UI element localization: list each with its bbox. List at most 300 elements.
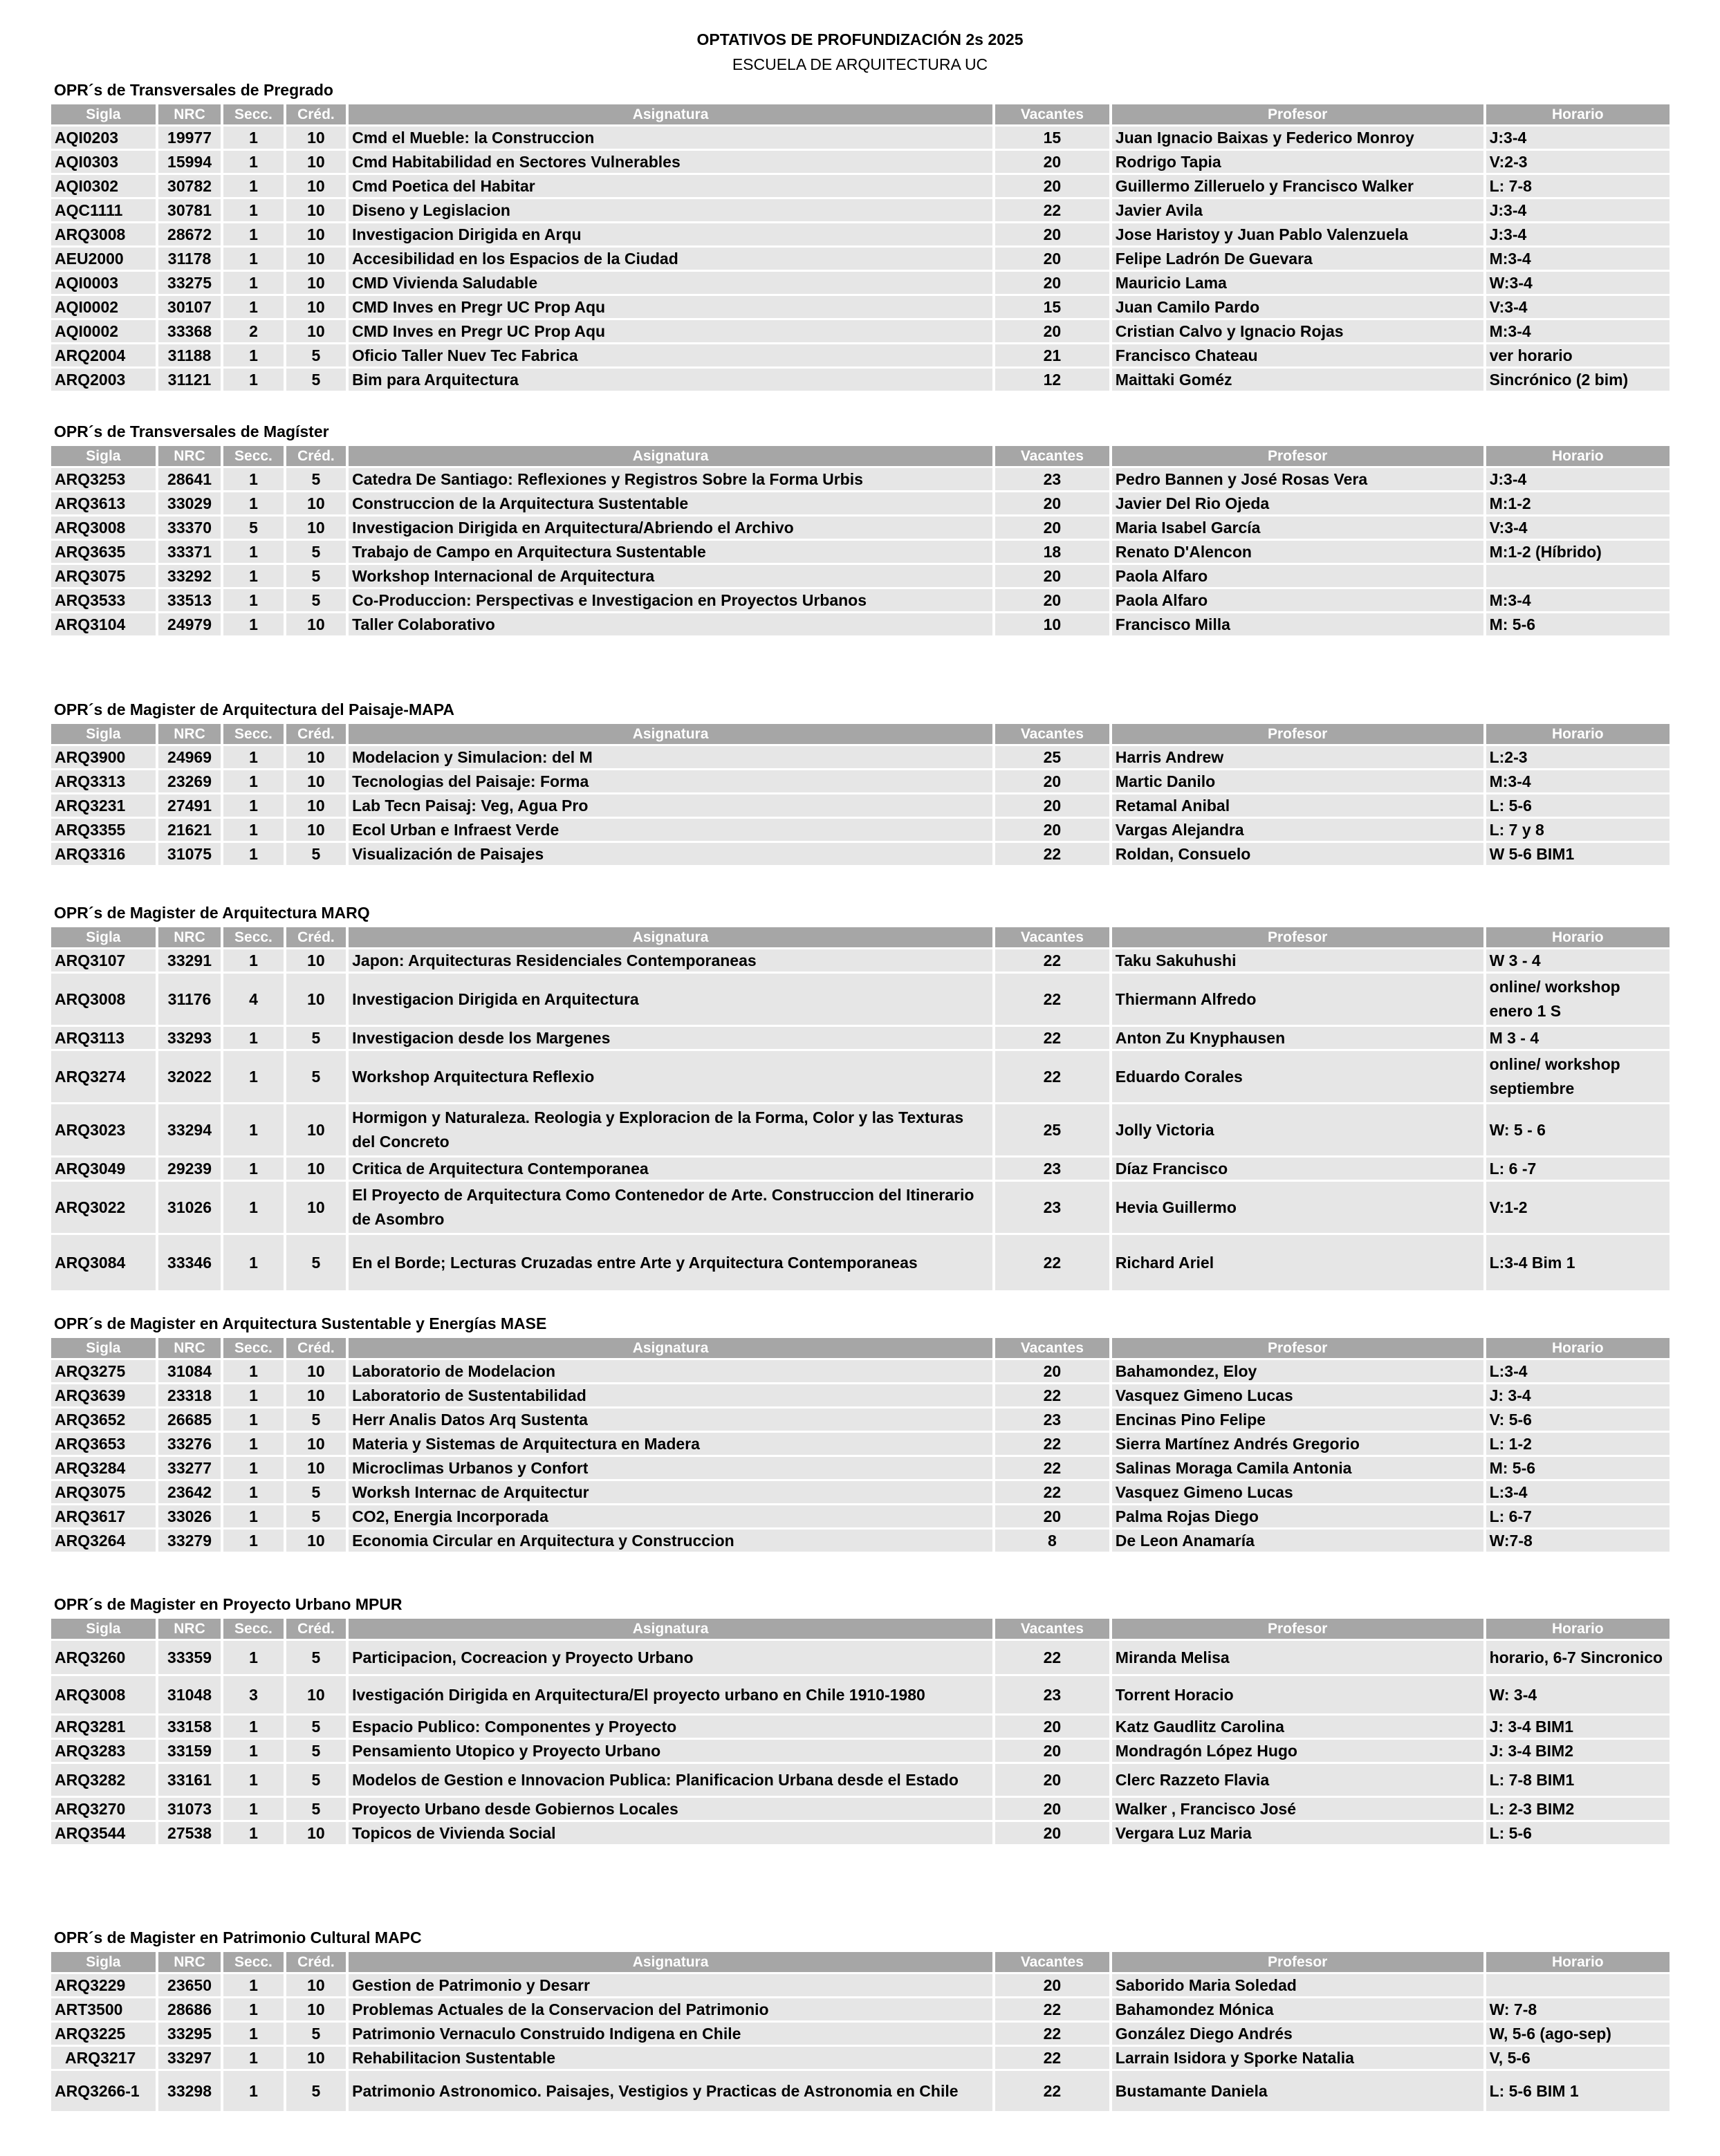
vacancies-cell: 20 (995, 770, 1109, 792)
schedule-cell: M:3-4 (1486, 320, 1670, 342)
section-cell: 1 (223, 1505, 283, 1527)
course-name-cell: Pensamiento Utopico y Proyecto Urbano (349, 1740, 992, 1762)
column-header: Vacantes (995, 724, 1109, 744)
table-row (51, 1384, 1670, 1406)
section-cell: 1 (223, 272, 283, 294)
professor-cell: Pedro Bannen y José Rosas Vera (1112, 468, 1483, 490)
nrc-cell: 28641 (158, 468, 221, 490)
credits-cell: 10 (286, 320, 346, 342)
schedule-cell: horario, 6-7 Sincronico (1486, 1641, 1670, 1674)
professor-cell: Paola Alfaro (1112, 589, 1483, 611)
section-cell: 1 (223, 1027, 283, 1049)
schedule-cell: W: 7-8 (1486, 1998, 1670, 2020)
vacancies-cell: 22 (995, 1457, 1109, 1479)
nrc-cell: 31121 (158, 369, 221, 391)
nrc-cell: 33161 (158, 1764, 221, 1796)
vacancies-cell: 8 (995, 1530, 1109, 1552)
nrc-cell: 24979 (158, 613, 221, 635)
course-name-cell: Patrimonio Vernaculo Construido Indigena en Chile (349, 2023, 992, 2045)
table-row (51, 1433, 1670, 1455)
schedule-cell: L: 1-2 (1486, 1433, 1670, 1455)
sigla-cell: ARQ3084 (51, 1235, 156, 1290)
course-name-cell: Microclimas Urbanos y Confort (349, 1457, 992, 1479)
table-row (51, 1641, 1670, 1674)
section-title: OPR´s de Magister de Arquitectura MARQ (54, 904, 370, 922)
sigla-cell: AQI0002 (51, 320, 156, 342)
credits-cell: 5 (286, 1764, 346, 1796)
nrc-cell: 31178 (158, 248, 221, 270)
credits-cell: 10 (286, 949, 346, 972)
course-name-cell: CMD Inves en Pregr UC Prop Aqu (349, 296, 992, 318)
course-table (48, 1950, 1672, 2113)
credits-cell: 10 (286, 746, 346, 768)
section-cell: 1 (223, 1457, 283, 1479)
schedule-cell: L: 7 y 8 (1486, 819, 1670, 841)
schedule-cell: ver horario (1486, 344, 1670, 366)
professor-cell: Cristian Calvo y Ignacio Rojas (1112, 320, 1483, 342)
credits-cell: 10 (286, 1433, 346, 1455)
section-cell: 1 (223, 1409, 283, 1431)
column-header: Asignatura (349, 446, 992, 466)
credits-cell: 10 (286, 223, 346, 245)
sigla-cell: ARQ3008 (51, 223, 156, 245)
credits-cell: 5 (286, 1641, 346, 1674)
nrc-cell: 33159 (158, 1740, 221, 1762)
column-header: Horario (1486, 1619, 1670, 1639)
sigla-cell: ARQ3008 (51, 517, 156, 539)
sigla-cell: ARQ3274 (51, 1051, 156, 1102)
nrc-cell: 31176 (158, 974, 221, 1025)
table-row (51, 1051, 1670, 1102)
sigla-cell: ARQ3107 (51, 949, 156, 972)
section-cell: 1 (223, 1764, 283, 1796)
schedule-cell: online/ workshop septiembre (1486, 1051, 1670, 1102)
sigla-cell: ARQ3613 (51, 492, 156, 514)
table-row (51, 2071, 1670, 2111)
professor-cell: Felipe Ladrón De Guevara (1112, 248, 1483, 270)
professor-cell: Juan Ignacio Baixas y Federico Monroy (1112, 127, 1483, 149)
table-header-row (51, 446, 1670, 466)
sigla-cell: ARQ3653 (51, 1433, 156, 1455)
schedule-cell: V:3-4 (1486, 296, 1670, 318)
table-row (51, 1182, 1670, 1233)
column-header: Asignatura (349, 927, 992, 947)
professor-cell: Martic Danilo (1112, 770, 1483, 792)
nrc-cell: 28672 (158, 223, 221, 245)
course-name-cell: Laboratorio de Sustentabilidad (349, 1384, 992, 1406)
sigla-cell: AQI0303 (51, 151, 156, 173)
column-header: Profesor (1112, 446, 1483, 466)
column-header: Créd. (286, 724, 346, 744)
nrc-cell: 31073 (158, 1798, 221, 1820)
sigla-cell: ARQ3617 (51, 1505, 156, 1527)
schedule-cell: M: 5-6 (1486, 1457, 1670, 1479)
sigla-cell: AQI0302 (51, 175, 156, 197)
nrc-cell: 30781 (158, 199, 221, 221)
professor-cell: Javier Del Rio Ojeda (1112, 492, 1483, 514)
section-cell: 1 (223, 1798, 283, 1820)
credits-cell: 5 (286, 2023, 346, 2045)
column-header: Asignatura (349, 1952, 992, 1972)
credits-cell: 10 (286, 819, 346, 841)
credits-cell: 10 (286, 1676, 346, 1713)
sigla-cell: ARQ3217 (51, 2047, 156, 2069)
course-name-cell: Catedra De Santiago: Reflexiones y Registros Sobre la Forma Urbis (349, 468, 992, 490)
sigla-cell: ARQ3231 (51, 794, 156, 817)
sigla-cell: ARQ3008 (51, 974, 156, 1025)
professor-cell: Vergara Luz Maria (1112, 1822, 1483, 1844)
credits-cell: 5 (286, 1798, 346, 1820)
table-row (51, 1530, 1670, 1552)
course-name-cell: Gestion de Patrimonio y Desarr (349, 1974, 992, 1996)
column-header: Créd. (286, 104, 346, 124)
schedule-cell: V:2-3 (1486, 151, 1670, 173)
nrc-cell: 28686 (158, 1998, 221, 2020)
credits-cell: 5 (286, 369, 346, 391)
table-row (51, 468, 1670, 490)
professor-cell: Encinas Pino Felipe (1112, 1409, 1483, 1431)
vacancies-cell: 23 (995, 1409, 1109, 1431)
sigla-cell: ARQ3022 (51, 1182, 156, 1233)
table-row (51, 1027, 1670, 1049)
nrc-cell: 31026 (158, 1182, 221, 1233)
column-header: Sigla (51, 724, 156, 744)
course-name-cell: Rehabilitacion Sustentable (349, 2047, 992, 2069)
section-cell: 1 (223, 2023, 283, 2045)
credits-cell: 5 (286, 1409, 346, 1431)
credits-cell: 10 (286, 1104, 346, 1155)
professor-cell: Francisco Milla (1112, 613, 1483, 635)
course-name-cell: Critica de Arquitectura Contemporanea (349, 1158, 992, 1180)
course-section (51, 697, 1675, 867)
section-cell: 1 (223, 492, 283, 514)
schedule-cell: L:3-4 (1486, 1481, 1670, 1503)
vacancies-cell: 22 (995, 1998, 1109, 2020)
sigla-cell: AQC1111 (51, 199, 156, 221)
schedule-cell: W: 3-4 (1486, 1676, 1670, 1713)
column-header: NRC (158, 1338, 221, 1358)
section-cell: 1 (223, 770, 283, 792)
course-section (51, 1311, 1675, 1554)
column-header: Vacantes (995, 446, 1109, 466)
credits-cell: 10 (286, 175, 346, 197)
sigla-cell: ARQ3104 (51, 613, 156, 635)
document-title: OPTATIVOS DE PROFUNDIZACIÓN 2s 2025 (696, 30, 1024, 48)
nrc-cell: 24969 (158, 746, 221, 768)
sigla-cell: ARQ3316 (51, 843, 156, 865)
column-header: Profesor (1112, 724, 1483, 744)
professor-cell: Bahamondez Mónica (1112, 1998, 1483, 2020)
credits-cell: 10 (286, 1360, 346, 1382)
nrc-cell: 32022 (158, 1051, 221, 1102)
table-header-row (51, 927, 1670, 947)
table-header-row (51, 1619, 1670, 1639)
column-header: Secc. (223, 724, 283, 744)
schedule-cell: J: 3-4 (1486, 1384, 1670, 1406)
section-cell: 1 (223, 746, 283, 768)
section-cell: 1 (223, 949, 283, 972)
vacancies-cell: 23 (995, 1182, 1109, 1233)
sigla-cell: ARQ3533 (51, 589, 156, 611)
sigla-cell: ARQ3113 (51, 1027, 156, 1049)
professor-cell: Larrain Isidora y Sporke Natalia (1112, 2047, 1483, 2069)
course-table (48, 444, 1672, 638)
sigla-cell: ARQ3283 (51, 1740, 156, 1762)
vacancies-cell: 20 (995, 1740, 1109, 1762)
sigla-cell: ART3500 (51, 1998, 156, 2020)
column-header: Profesor (1112, 1952, 1483, 1972)
column-header: NRC (158, 104, 221, 124)
section-cell: 1 (223, 468, 283, 490)
column-header: NRC (158, 446, 221, 466)
course-name-cell: Problemas Actuales de la Conservacion del Patrimonio (349, 1998, 992, 2020)
schedule-cell: L: 5-6 BIM 1 (1486, 2071, 1670, 2111)
table-row (51, 1998, 1670, 2020)
professor-cell: Torrent Horacio (1112, 1676, 1483, 1713)
table-header-row (51, 104, 1670, 124)
professor-cell: Hevia Guillermo (1112, 1182, 1483, 1233)
nrc-cell: 33297 (158, 2047, 221, 2069)
nrc-cell: 23269 (158, 770, 221, 792)
vacancies-cell: 22 (995, 1027, 1109, 1049)
section-cell: 1 (223, 369, 283, 391)
section-title: OPR´s de Transversales de Pregrado (54, 81, 333, 99)
professor-cell: Taku Sakuhushi (1112, 949, 1483, 972)
vacancies-cell: 20 (995, 248, 1109, 270)
vacancies-cell: 20 (995, 1764, 1109, 1796)
column-header: Secc. (223, 1952, 283, 1972)
course-name-cell: Economia Circular en Arquitectura y Construccion (349, 1530, 992, 1552)
section-cell: 1 (223, 1384, 283, 1406)
professor-cell: Anton Zu Knyphausen (1112, 1027, 1483, 1049)
table-row (51, 565, 1670, 587)
nrc-cell: 29239 (158, 1158, 221, 1180)
professor-cell: Palma Rojas Diego (1112, 1505, 1483, 1527)
vacancies-cell: 10 (995, 613, 1109, 635)
nrc-cell: 33277 (158, 1457, 221, 1479)
table-row (51, 1104, 1670, 1155)
sigla-cell: AQI0203 (51, 127, 156, 149)
course-section (51, 1925, 1675, 2113)
credits-cell: 5 (286, 589, 346, 611)
vacancies-cell: 20 (995, 819, 1109, 841)
nrc-cell: 33293 (158, 1027, 221, 1049)
vacancies-cell: 22 (995, 2023, 1109, 2045)
professor-cell: Walker , Francisco José (1112, 1798, 1483, 1820)
nrc-cell: 23318 (158, 1384, 221, 1406)
credits-cell: 10 (286, 492, 346, 514)
table-row (51, 127, 1670, 149)
vacancies-cell: 20 (995, 1360, 1109, 1382)
schedule-cell (1486, 565, 1670, 587)
vacancies-cell: 23 (995, 1676, 1109, 1713)
nrc-cell: 27491 (158, 794, 221, 817)
professor-cell: Saborido Maria Soledad (1112, 1974, 1483, 1996)
course-table (48, 1617, 1672, 1846)
section-cell: 1 (223, 1641, 283, 1674)
schedule-cell: Sincrónico (2 bim) (1486, 369, 1670, 391)
schedule-cell: L:3-4 (1486, 1360, 1670, 1382)
vacancies-cell: 22 (995, 1235, 1109, 1290)
sigla-cell: ARQ3281 (51, 1716, 156, 1738)
table-row (51, 1481, 1670, 1503)
schedule-cell: V, 5-6 (1486, 2047, 1670, 2069)
schedule-cell: W: 5 - 6 (1486, 1104, 1670, 1155)
table-row (51, 223, 1670, 245)
section-cell: 1 (223, 1104, 283, 1155)
credits-cell: 5 (286, 1027, 346, 1049)
table-row (51, 199, 1670, 221)
vacancies-cell: 22 (995, 949, 1109, 972)
nrc-cell: 33158 (158, 1716, 221, 1738)
professor-cell: Vasquez Gimeno Lucas (1112, 1384, 1483, 1406)
course-name-cell: Proyecto Urbano desde Gobiernos Locales (349, 1798, 992, 1820)
vacancies-cell: 20 (995, 589, 1109, 611)
table-row (51, 541, 1670, 563)
course-name-cell: Worksh Internac de Arquitectur (349, 1481, 992, 1503)
vacancies-cell: 22 (995, 1641, 1109, 1674)
schedule-cell: V:3-4 (1486, 517, 1670, 539)
table-row (51, 819, 1670, 841)
vacancies-cell: 23 (995, 1158, 1109, 1180)
credits-cell: 10 (286, 1384, 346, 1406)
section-cell: 1 (223, 1433, 283, 1455)
section-cell: 1 (223, 794, 283, 817)
credits-cell: 5 (286, 1481, 346, 1503)
column-header: NRC (158, 1619, 221, 1639)
course-name-cell: Cmd Poetica del Habitar (349, 175, 992, 197)
course-name-cell: Modelos de Gestion e Innovacion Publica: Planificacion Urbana desde el Estado (349, 1764, 992, 1796)
sigla-cell: ARQ3049 (51, 1158, 156, 1180)
vacancies-cell: 20 (995, 1974, 1109, 1996)
section-cell: 1 (223, 1716, 283, 1738)
table-row (51, 248, 1670, 270)
schedule-cell: J:3-4 (1486, 127, 1670, 149)
vacancies-cell: 12 (995, 369, 1109, 391)
vacancies-cell: 15 (995, 127, 1109, 149)
course-name-cell: Investigacion desde los Margenes (349, 1027, 992, 1049)
credits-cell: 5 (286, 843, 346, 865)
course-name-cell: Workshop Internacional de Arquitectura (349, 565, 992, 587)
credits-cell: 10 (286, 199, 346, 221)
nrc-cell: 33029 (158, 492, 221, 514)
table-row (51, 949, 1670, 972)
nrc-cell: 23642 (158, 1481, 221, 1503)
nrc-cell: 33279 (158, 1530, 221, 1552)
professor-cell: Bahamondez, Eloy (1112, 1360, 1483, 1382)
course-name-cell: Participacion, Cocreacion y Proyecto Urbano (349, 1641, 992, 1674)
section-cell: 1 (223, 175, 283, 197)
table-row (51, 2047, 1670, 2069)
column-header: NRC (158, 724, 221, 744)
schedule-cell: M 3 - 4 (1486, 1027, 1670, 1049)
course-section (51, 900, 1675, 1292)
course-name-cell: CO2, Energia Incorporada (349, 1505, 992, 1527)
nrc-cell: 33291 (158, 949, 221, 972)
credits-cell: 5 (286, 468, 346, 490)
column-header: Créd. (286, 1338, 346, 1358)
nrc-cell: 31084 (158, 1360, 221, 1382)
credits-cell: 5 (286, 541, 346, 563)
table-row (51, 151, 1670, 173)
credits-cell: 10 (286, 2047, 346, 2069)
document-subtitle: ESCUELA DE ARQUITECTURA UC (732, 55, 988, 73)
column-header: Créd. (286, 446, 346, 466)
schedule-cell: L: 5-6 (1486, 1822, 1670, 1844)
section-title: OPR´s de Magister en Arquitectura Sustentable y Energías MASE (54, 1314, 547, 1332)
sigla-cell: ARQ3900 (51, 746, 156, 768)
sigla-cell: ARQ3253 (51, 468, 156, 490)
nrc-cell: 30107 (158, 296, 221, 318)
credits-cell: 10 (286, 1182, 346, 1233)
section-cell: 1 (223, 296, 283, 318)
professor-cell: Mauricio Lama (1112, 272, 1483, 294)
credits-cell: 10 (286, 296, 346, 318)
table-row (51, 1764, 1670, 1796)
section-cell: 1 (223, 1974, 283, 1996)
table-row (51, 1798, 1670, 1820)
professor-cell: Maria Isabel García (1112, 517, 1483, 539)
vacancies-cell: 21 (995, 344, 1109, 366)
sigla-cell: ARQ3270 (51, 1798, 156, 1820)
course-name-cell: Herr Analis Datos Arq Sustenta (349, 1409, 992, 1431)
vacancies-cell: 20 (995, 1798, 1109, 1820)
sigla-cell: ARQ3639 (51, 1384, 156, 1406)
section-cell: 1 (223, 819, 283, 841)
vacancies-cell: 20 (995, 223, 1109, 245)
table-row (51, 1974, 1670, 1996)
course-section (51, 419, 1675, 638)
section-cell: 1 (223, 613, 283, 635)
sigla-cell: ARQ3313 (51, 770, 156, 792)
schedule-cell: L: 6-7 (1486, 1505, 1670, 1527)
table-row (51, 344, 1670, 366)
professor-cell: Jolly Victoria (1112, 1104, 1483, 1155)
credits-cell: 5 (286, 344, 346, 366)
professor-cell: Rodrigo Tapia (1112, 151, 1483, 173)
nrc-cell: 33295 (158, 2023, 221, 2045)
course-name-cell: Topicos de Vivienda Social (349, 1822, 992, 1844)
sigla-cell: AQI0003 (51, 272, 156, 294)
professor-cell: Renato D'Alencon (1112, 541, 1483, 563)
professor-cell: Roldan, Consuelo (1112, 843, 1483, 865)
table-row (51, 1409, 1670, 1431)
course-name-cell: Japon: Arquitecturas Residenciales Contemporaneas (349, 949, 992, 972)
sigla-cell: ARQ3544 (51, 1822, 156, 1844)
vacancies-cell: 25 (995, 1104, 1109, 1155)
vacancies-cell: 22 (995, 2047, 1109, 2069)
nrc-cell: 33292 (158, 565, 221, 587)
schedule-cell: M:1-2 (Híbrido) (1486, 541, 1670, 563)
sigla-cell: ARQ3264 (51, 1530, 156, 1552)
column-header: Profesor (1112, 104, 1483, 124)
vacancies-cell: 20 (995, 175, 1109, 197)
nrc-cell: 33368 (158, 320, 221, 342)
course-name-cell: Tecnologias del Paisaje: Forma (349, 770, 992, 792)
section-title: OPR´s de Transversales de Magíster (54, 422, 329, 440)
column-header: Vacantes (995, 1338, 1109, 1358)
course-name-cell: Patrimonio Astronomico. Paisajes, Vestigios y Practicas de Astronomia en Chile (349, 2071, 992, 2111)
schedule-cell: J:3-4 (1486, 199, 1670, 221)
credits-cell: 10 (286, 1158, 346, 1180)
schedule-cell: L: 2-3 BIM2 (1486, 1798, 1670, 1820)
schedule-cell: online/ workshop enero 1 S (1486, 974, 1670, 1025)
credits-cell: 5 (286, 1505, 346, 1527)
credits-cell: 10 (286, 613, 346, 635)
sigla-cell: ARQ2003 (51, 369, 156, 391)
sigla-cell: ARQ3225 (51, 2023, 156, 2045)
course-name-cell: Co-Produccion: Perspectivas e Investigacion en Proyectos Urbanos (349, 589, 992, 611)
